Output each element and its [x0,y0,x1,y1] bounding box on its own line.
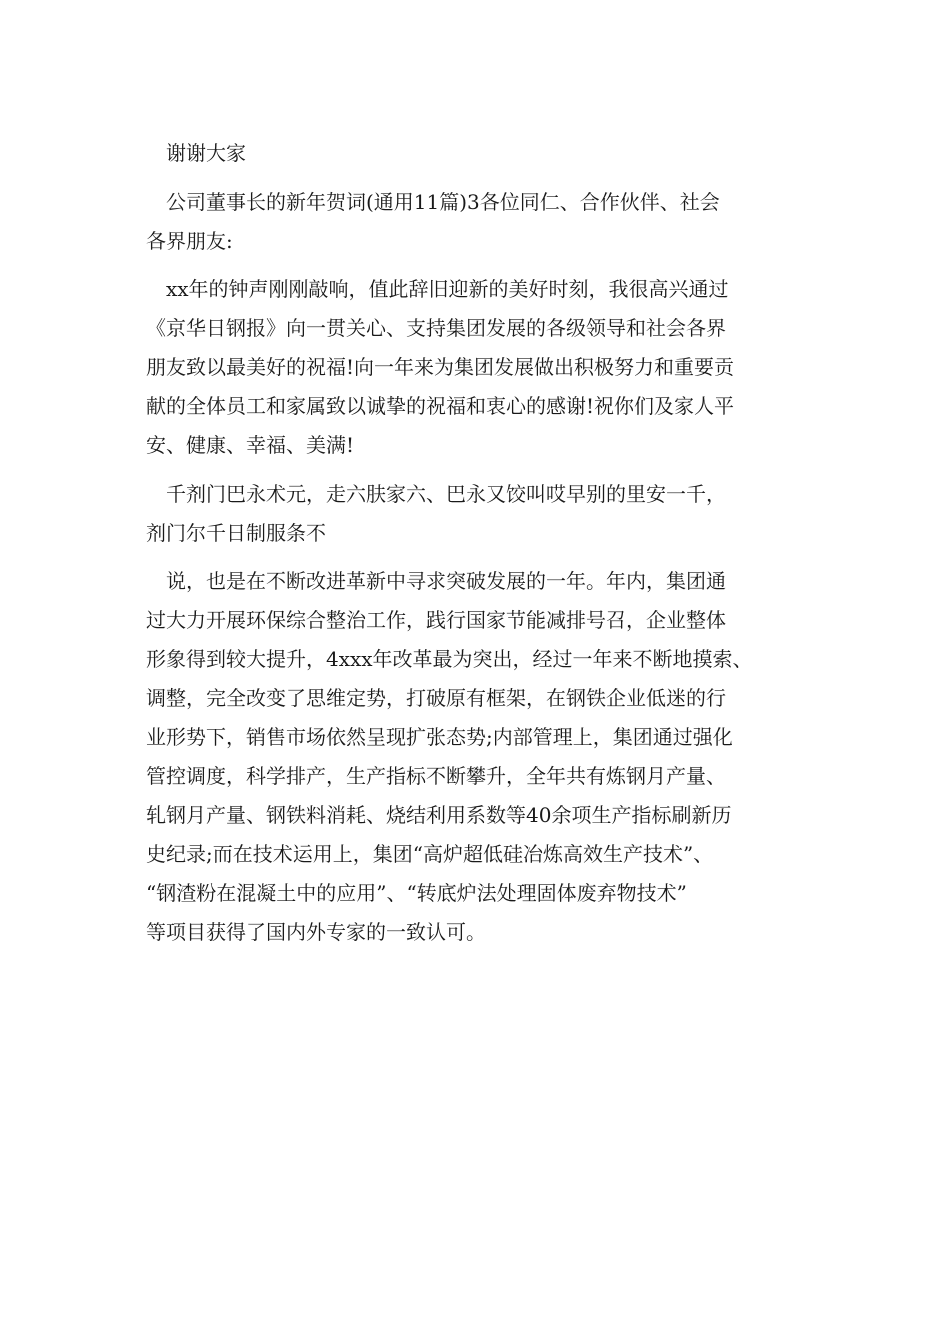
paragraph-line: 剂门尔千日制服条不 [146,520,326,545]
paragraph-line: 谢谢大家 [166,141,246,165]
paragraph-line: 等项目获得了国内外专家的一致认可。 [146,920,486,944]
paragraph-line: 业形势下，销售市场依然呈现扩张态势;内部管理上，集团通过强化 [146,725,733,749]
document-body [146,134,811,952]
paragraph-line: 朋友致以最美好的祝福!向一年来为集团发展做出积极努力和重要贡 [146,355,735,379]
paragraph-greeting [146,270,811,465]
paragraph-line: xx年的钟声刚刚敲响，值此辞旧迎新的美好时刻，我很高兴通过 [166,277,729,301]
paragraph-line: 调整，完全改变了思维定势，打破原有框架，在钢铁企业低迷的行 [146,686,726,710]
paragraph-line: 轧钢月产量、钢铁料消耗、烧结利用系数等40余项生产指标刷新历 [146,803,732,827]
paragraph-line: 形象得到较大提升，4xxx年改革最为突出，经过一年来不断地摸索、 [146,647,753,671]
paragraph-line: 《京华日钢报》向一贯关心、支持集团发展的各级领导和社会各界 [146,316,726,340]
paragraph-line: “钢渣粉在混凝土中的应用”、“转底炉法处理固体废弃物技术” [146,881,687,905]
paragraph-line: 公司董事长的新年贺词(通用11篇)3各位同仁、合作伙伴、社会 [166,189,720,214]
paragraph-review [146,562,811,952]
paragraph-line: 过大力开展环保综合整治工作，践行国家节能减排号召，企业整体 [146,608,726,632]
paragraph-line: 献的全体员工和家属致以诚挚的祝福和衷心的感谢!祝你们及家人平 [146,394,735,418]
paragraph-line: 各界朋友: [146,228,233,253]
paragraph-garbled [146,475,811,553]
paragraph-line: 千剂门巴永术元，走六肤家六、巴永又饺叫哎早别的里安一千， [166,481,726,506]
paragraph-line: 史纪录;而在技术运用上，集团“高炉超低硅冶炼高效生产技术”、 [146,842,714,866]
paragraph-line: 安、健康、幸福、美满! [146,433,355,457]
paragraph-title [146,183,811,261]
paragraph-thanks [146,134,811,173]
paragraph-line: 说，也是在不断改进革新中寻求突破发展的一年。年内，集团通 [166,569,726,593]
paragraph-line: 管控调度，科学排产，生产指标不断攀升，全年共有炼钢月产量、 [146,764,726,788]
